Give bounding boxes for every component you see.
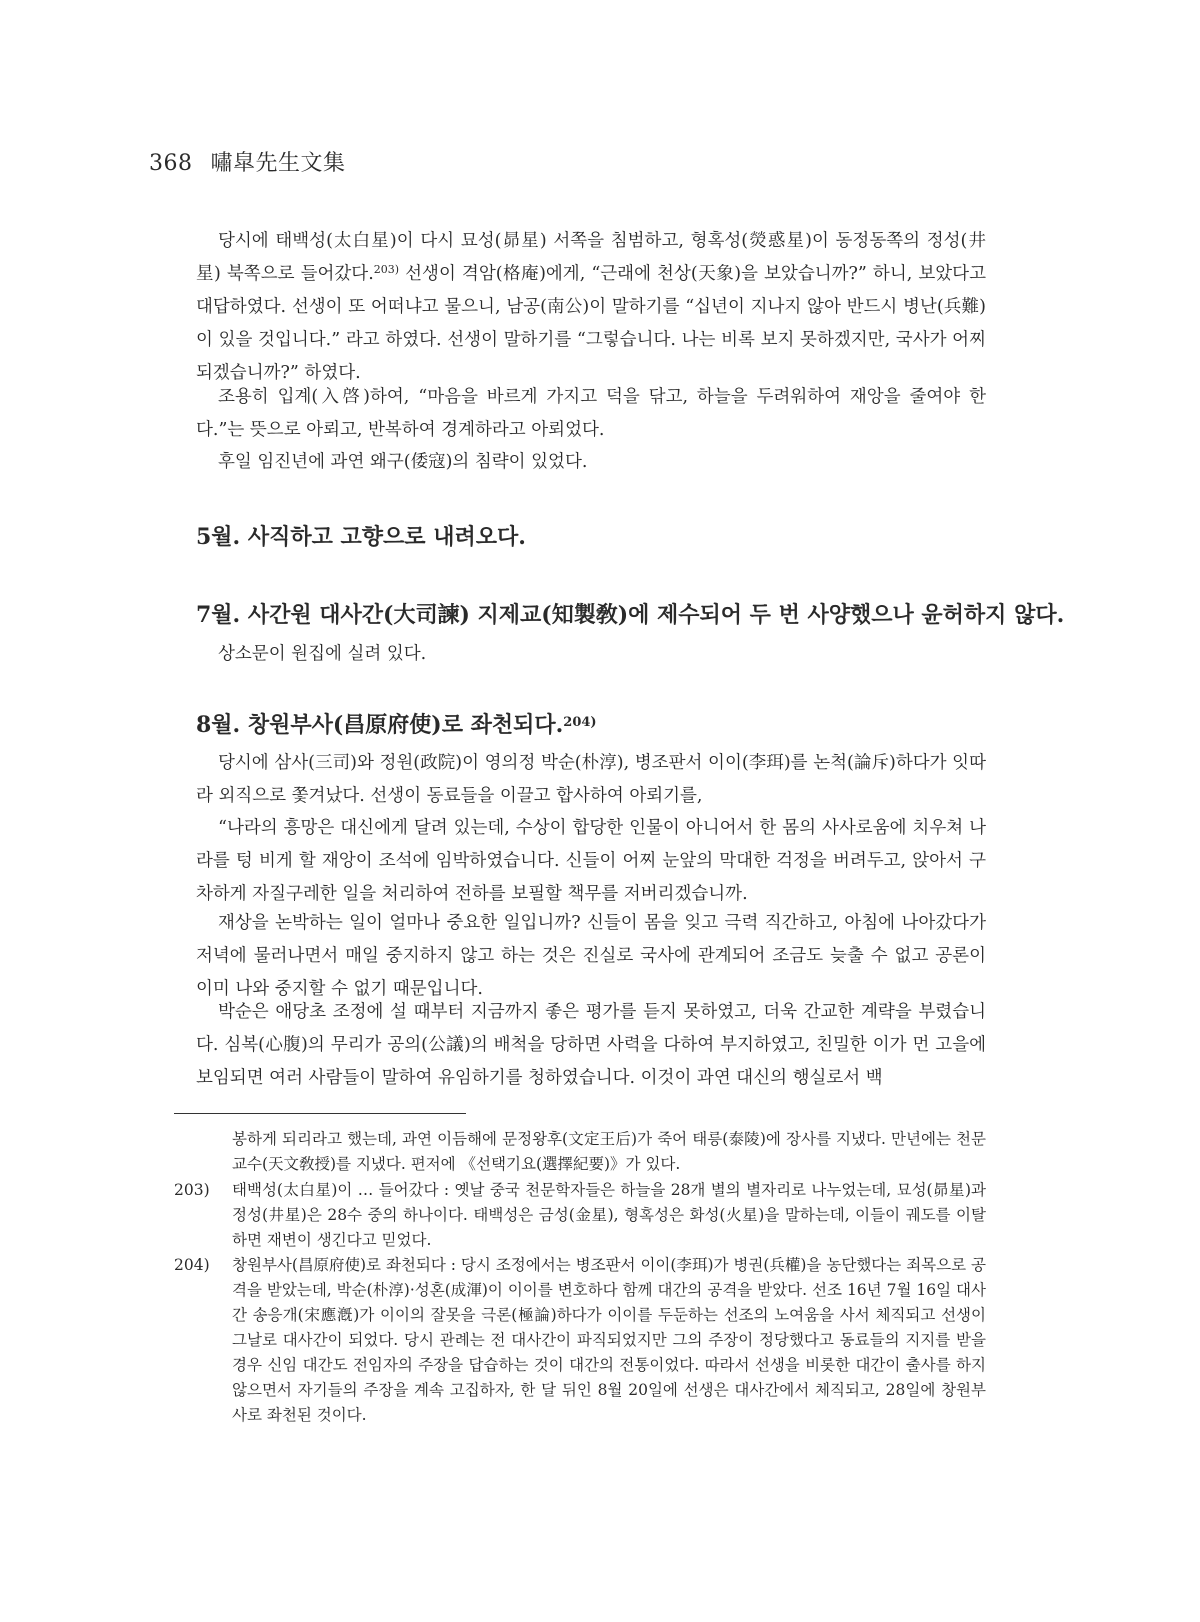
footnote-text: 봉하게 되리라고 했는데, 과연 이듬해에 문정왕후(文定王后)가 죽어 태릉(泰陵)에 장사를 지냈다. 만년에는 천문교수(天文敎授)를 지냈다. 편저에 《선택기요(選擇紀要)》가 있다.	[232, 1130, 986, 1173]
footnote-203	[174, 1178, 986, 1253]
running-header	[149, 146, 346, 177]
paragraph-celestial	[196, 225, 986, 390]
footnote-number: 203)	[174, 1181, 210, 1199]
paragraph-aug-4: 박순은 애당초 조정에 설 때부터 지금까지 좋은 평가를 듣지 못하였고, 더욱 간교한 계략을 부렸습니다. 심복(心腹)의 무리가 공의(公議)의 배척을 당하면 사력을 다하여 부지하였고, 친밀한 이가 먼 고을에 보임되면 여러 사람들이 말하여 유임하기를 청하였습니다. 이것이 과연 대신의 행실로서 백	[196, 1002, 986, 1088]
footnote-ref-204: 204)	[563, 715, 597, 730]
section-heading-aug	[196, 708, 1006, 739]
section-heading-july: 7월. 사간원 대사간(大司諫) 지제교(知製敎)에 제수되어 두 번 사양했으나 윤허하지 않다.	[196, 602, 1065, 628]
paragraph-aug-1: 당시에 삼사(三司)와 정원(政院)이 영의정 박순(朴淳), 병조판서 이이(李珥)를 논척(論斥)하다가 잇따라 외직으로 쫓겨났다. 선생이 동료들을 이끌고 합사하여 아뢰기를,	[196, 753, 986, 806]
paragraph-text: 선생이 격암(格庵)에게, “근래에 천상(天象)을 보았습니까?” 하니, 보았다고 대답하였다. 선생이 또 어떠냐고 물으니, 남공(南公)이 말하기를 “십년이 지나지 않아 반드시 병난(兵難)이 있을 것입니다.” 라고 하였다. 선생이 말하기를 “그렇습니다. 나는 비록 보지 못하겠지만, 국사가 어찌되겠습니까?” 하였다.	[196, 264, 986, 383]
section-heading-text: 8월. 창원부사(昌原府使)로 좌천되다.	[196, 712, 564, 738]
section-note-july: 상소문이 원집에 실려 있다.	[218, 644, 427, 664]
book-title: 嘯皐先生文集	[210, 151, 346, 176]
footnote-number: 204)	[174, 1256, 210, 1274]
footnote-text: 태백성(太白星)이 … 들어갔다 : 옛날 중국 천문학자들은 하늘을 28개 별의 별자리로 나누었는데, 묘성(昴星)과 정성(井星)은 28수 중의 하나이다. 태백성은 금성(金星), 형혹성은 화성(火星)을 말하는데, 이들이 궤도를 이탈하면 재변이 생긴다고 믿었다.	[232, 1181, 986, 1249]
paragraph-aug-2: “나라의 흥망은 대신에게 달려 있는데, 수상이 합당한 인물이 아니어서 한 몸의 사사로움에 치우쳐 나라를 텅 비게 할 재앙이 조석에 임박하였습니다. 신들이 어찌 눈앞의 막대한 걱정을 버려두고, 앉아서 구차하게 자질구레한 일을 처리하여 전하를 보필할 책무를 저버리겠습니까.	[196, 818, 986, 904]
footnote-continued	[174, 1127, 986, 1177]
paragraph-aug-3: 재상을 논박하는 일이 얼마나 중요한 일입니까? 신들이 몸을 잊고 극력 직간하고, 아침에 나아갔다가 저녁에 물러나면서 매일 중지하지 않고 하는 것은 진실로 국사에 관계되어 조금도 늦출 수 없고 공론이 이미 나와 중지할 수 없기 때문입니다.	[196, 913, 986, 999]
footnote-divider	[174, 1113, 466, 1114]
paragraph-text: 당시에 태백성(太白星)이 다시 묘성(昴星) 서쪽을 침범하고, 형혹성(熒惑星)이 동정동쪽의 정성(井星) 북쪽으로 들어갔다.	[196, 231, 986, 284]
footnote-204	[174, 1253, 986, 1428]
paragraph-memorial: 조용히 입계(入啓)하여, “마음을 바르게 가지고 덕을 닦고, 하늘을 두려워하여 재앙을 줄여야 한다.”는 뜻으로 아뢰고, 반복하여 경계하라고 아뢰었다.	[196, 387, 986, 440]
page-number: 368	[149, 151, 193, 176]
section-heading-may: 5월. 사직하고 고향으로 내려오다.	[196, 524, 526, 550]
footnote-text: 창원부사(昌原府使)로 좌천되다 : 당시 조정에서는 병조판서 이이(李珥)가 병권(兵權)을 농단했다는 죄목으로 공격을 받았는데, 박순(朴淳)·성혼(成渾)이 이이를 변호하다 함께 대간의 공격을 받았다. 선조 16년 7월 16일 대사간 송응개(宋應漑)가 이이의 잘못을 극론(極論)하다가 이이를 두둔하는 선조의 노여움을 사서 체직되고 선생이 그날로 대사간이 되었다. 당시 관례는 전 대사간이 파직되었지만 그의 주장이 정당했다고 동료들의 지지를 받을 경우 신임 대간도 전임자의 주장을 답습하는 것이 대간의 전통이었다. 따라서 선생을 비롯한 대간이 출사를 하지 않으면서 자기들의 주장을 계속 고집하자, 한 달 뒤인 8월 20일에 선생은 대사간에서 체직되고, 28일에 창원부사로 좌천된 것이다.	[232, 1256, 986, 1424]
footnote-ref-203: 203)	[373, 263, 400, 276]
paragraph-invasion: 후일 임진년에 과연 왜구(倭寇)의 침략이 있었다.	[218, 452, 588, 472]
